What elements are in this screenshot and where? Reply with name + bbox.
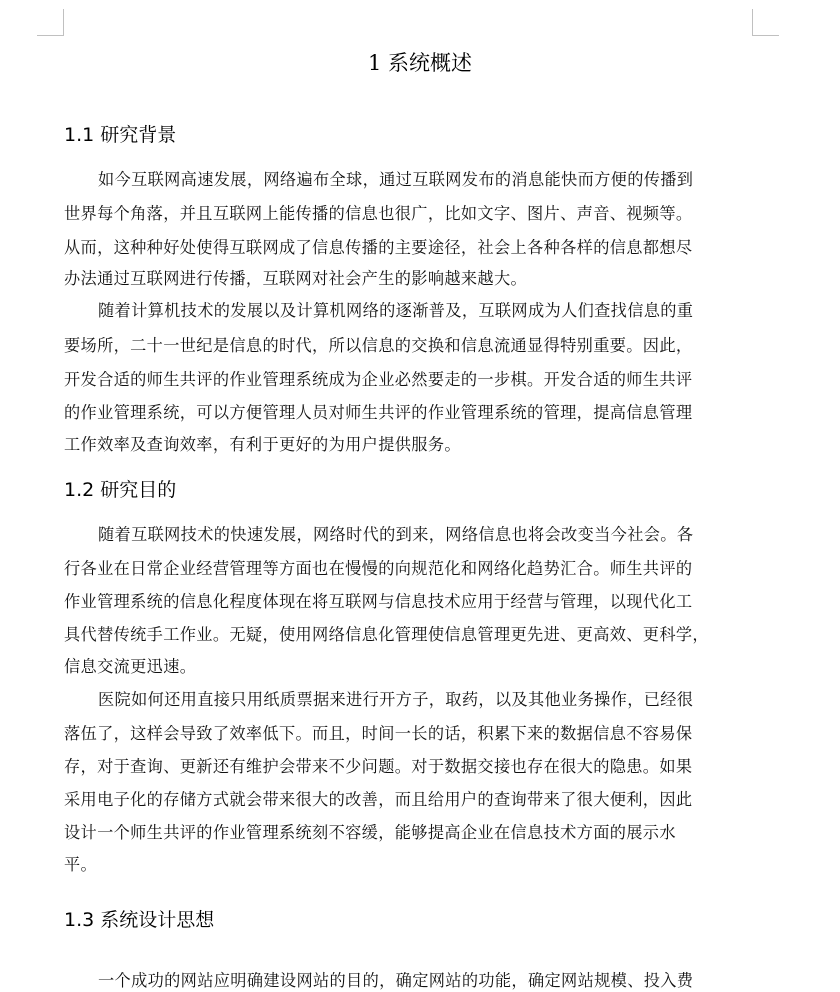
text-line: 工作效率及查询效率，有利于更好的为用户提供服务。 — [64, 435, 461, 454]
text-line: 开发合适的师生共评的作业管理系统成为企业必然要走的一步棋。开发合适的师生共评 — [64, 370, 693, 389]
text-line: 行各业在日常企业经营管理等方面也在慢慢的向规范化和网络化趋势汇合。师生共评的 — [64, 559, 693, 578]
text-line: 采用电子化的存储方式就会带来很大的改善，而且给用户的查询带来了很大便利，因此 — [64, 790, 693, 809]
section-heading-1-1: 1.1 研究背景 — [64, 124, 177, 146]
section-heading-1-3: 1.3 系统设计思想 — [64, 909, 215, 931]
text-line: 医院如何还用直接只用纸质票据来进行开方子，取药，以及其他业务操作，已经很 — [98, 690, 694, 709]
text-line: 信息交流更迅速。 — [64, 657, 197, 676]
text-line: 平。 — [64, 855, 98, 874]
text-line: 如今互联网高速发展，网络遍布全球，通过互联网发布的消息能快而方便的传播到 — [98, 170, 694, 189]
text-line: 存，对于查询、更新还有维护会带来不少问题。对于数据交接也存在很大的隐患。如果 — [64, 757, 693, 776]
chapter-title: 1 系统概述 — [367, 51, 473, 75]
text-line: 一个成功的网站应明确建设网站的目的，确定网站的功能，确定网站规模、投入费 — [98, 971, 694, 990]
text-line: 世界每个角落，并且互联网上能传播的信息也很广，比如文字、图片、声音、视频等。 — [64, 204, 693, 223]
section-heading-1-2: 1.2 研究目的 — [64, 479, 177, 501]
text-line: 具代替传统手工作业。无疑，使用网络信息化管理使信息管理更先进、更高效、更科学， — [64, 625, 709, 644]
crop-mark-top-right-vertical — [752, 9, 753, 35]
crop-mark-top-left-vertical — [63, 9, 64, 35]
text-line: 设计一个师生共评的作业管理系统刻不容缓，能够提高企业在信息技术方面的展示水 — [64, 823, 676, 842]
text-line: 落伍了，这样会导致了效率低下。而且，时间一长的话，积累下来的数据信息不容易保 — [64, 724, 693, 743]
text-line: 从而，这种种好处使得互联网成了信息传播的主要途径，社会上各种各样的信息都想尽 — [64, 238, 693, 257]
text-line: 的作业管理系统，可以方便管理人员对师生共评的作业管理系统的管理，提高信息管理 — [64, 403, 693, 422]
text-line: 办法通过互联网进行传播，互联网对社会产生的影响越来越大。 — [64, 269, 528, 288]
crop-mark-top-right-horizontal — [752, 35, 779, 36]
text-line: 随着计算机技术的发展以及计算机网络的逐渐普及，互联网成为人们查找信息的重 — [98, 301, 694, 320]
crop-mark-top-left-horizontal — [37, 35, 64, 36]
text-line: 作业管理系统的信息化程度体现在将互联网与信息技术应用于经营与管理，以现代化工 — [64, 592, 693, 611]
text-line: 随着互联网技术的快速发展，网络时代的到来，网络信息也将会改变当今社会。各 — [98, 525, 694, 544]
text-line: 要场所，二十一世纪是信息的时代，所以信息的交换和信息流通显得特别重要。因此， — [64, 336, 693, 355]
